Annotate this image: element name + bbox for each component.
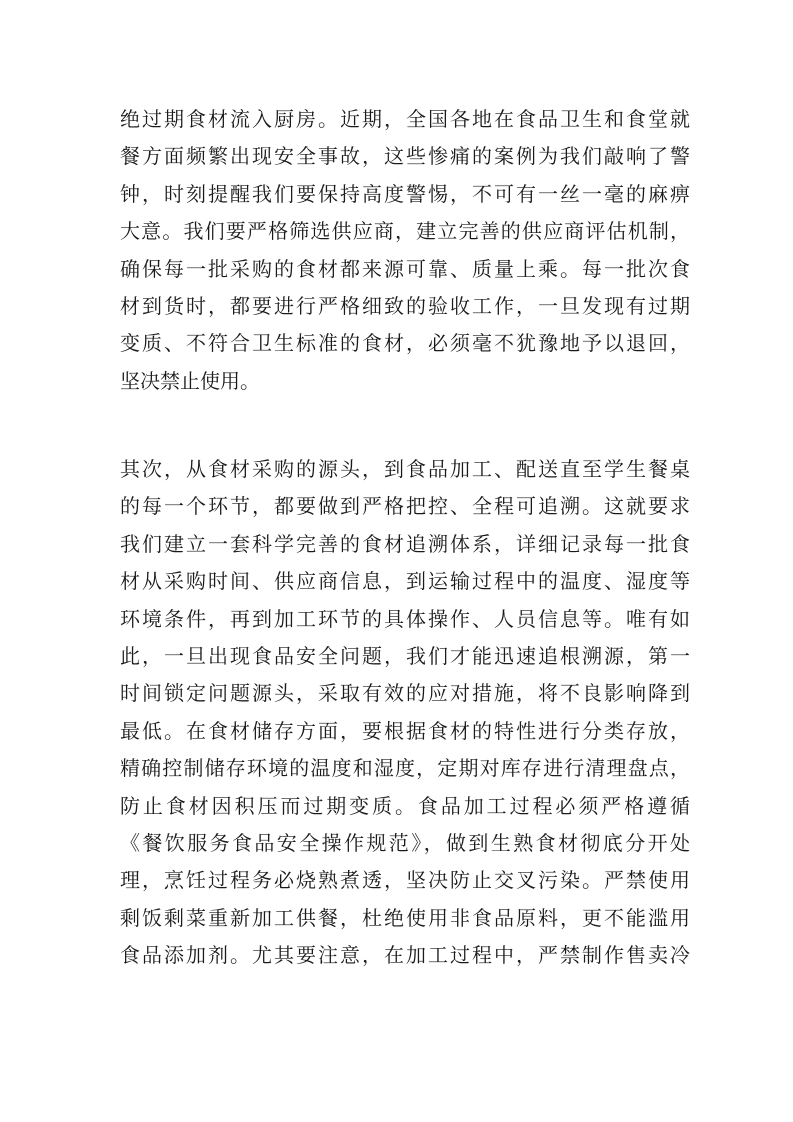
paragraph-line: 材到货时，都要进行严格细致的验收工作，一旦发现有过期: [120, 293, 690, 318]
paragraph-line: 最低。在食材储存方面，要根据食材的特性进行分类存放，: [120, 718, 690, 743]
paragraph-line: 环境条件，再到加工环节的具体操作、人员信息等。唯有如: [120, 606, 690, 631]
paragraph-line: 坚决禁止使用。: [120, 368, 260, 393]
paragraph-line: 钟，时刻提醒我们要保持高度警惕，不可有一丝一毫的麻痹: [120, 181, 690, 206]
paragraph-line: 理，烹饪过程务必烧熟煮透，坚决防止交叉污染。严禁使用: [120, 868, 690, 893]
paragraph-line: 防止食材因积压而过期变质。食品加工过程必须严格遵循: [120, 793, 690, 818]
paragraph-line: 精确控制储存环境的温度和湿度，定期对库存进行清理盘点，: [120, 756, 690, 781]
paragraph-line: 绝过期食材流入厨房。近期，全国各地在食品卫生和食堂就: [120, 107, 690, 131]
paragraph-2: [120, 451, 690, 974]
paragraph-line: 此，一旦出现食品安全问题，我们才能迅速追根溯源，第一: [120, 643, 690, 668]
paragraph-line: 大意。我们要严格筛选供应商，建立完善的供应商评估机制，: [120, 219, 690, 244]
paragraph-line: 餐方面频繁出现安全事故，这些惨痛的案例为我们敲响了警: [120, 144, 690, 169]
paragraph-line: 确保每一批采购的食材都来源可靠、质量上乘。每一批次食: [120, 256, 690, 281]
paragraph-line: 其次，从食材采购的源头，到食品加工、配送直至学生餐桌: [120, 457, 690, 481]
paragraph-line: 剩饭剩菜重新加工供餐，杜绝使用非食品原料，更不能滥用: [120, 905, 690, 930]
paragraph-line: 材从采购时间、供应商信息，到运输过程中的温度、湿度等: [120, 569, 690, 594]
paragraph-line: 《餐饮服务食品安全操作规范》，做到生熟食材彻底分开处: [120, 830, 690, 855]
paragraph-line: 变质、不符合卫生标准的食材，必须毫不犹豫地予以退回，: [120, 331, 690, 356]
paragraph-line: 食品添加剂。尤其要注意，在加工过程中，严禁制作售卖冷: [120, 943, 690, 968]
paragraph-line: 我们建立一套科学完善的食材追溯体系，详细记录每一批食: [120, 531, 690, 556]
paragraph-line: 的每一个环节，都要做到严格把控、全程可追溯。这就要求: [120, 494, 690, 519]
paragraph-line: 时间锁定问题源头，采取有效的应对措施，将不良影响降到: [120, 681, 690, 706]
paragraph-1: [120, 101, 690, 400]
